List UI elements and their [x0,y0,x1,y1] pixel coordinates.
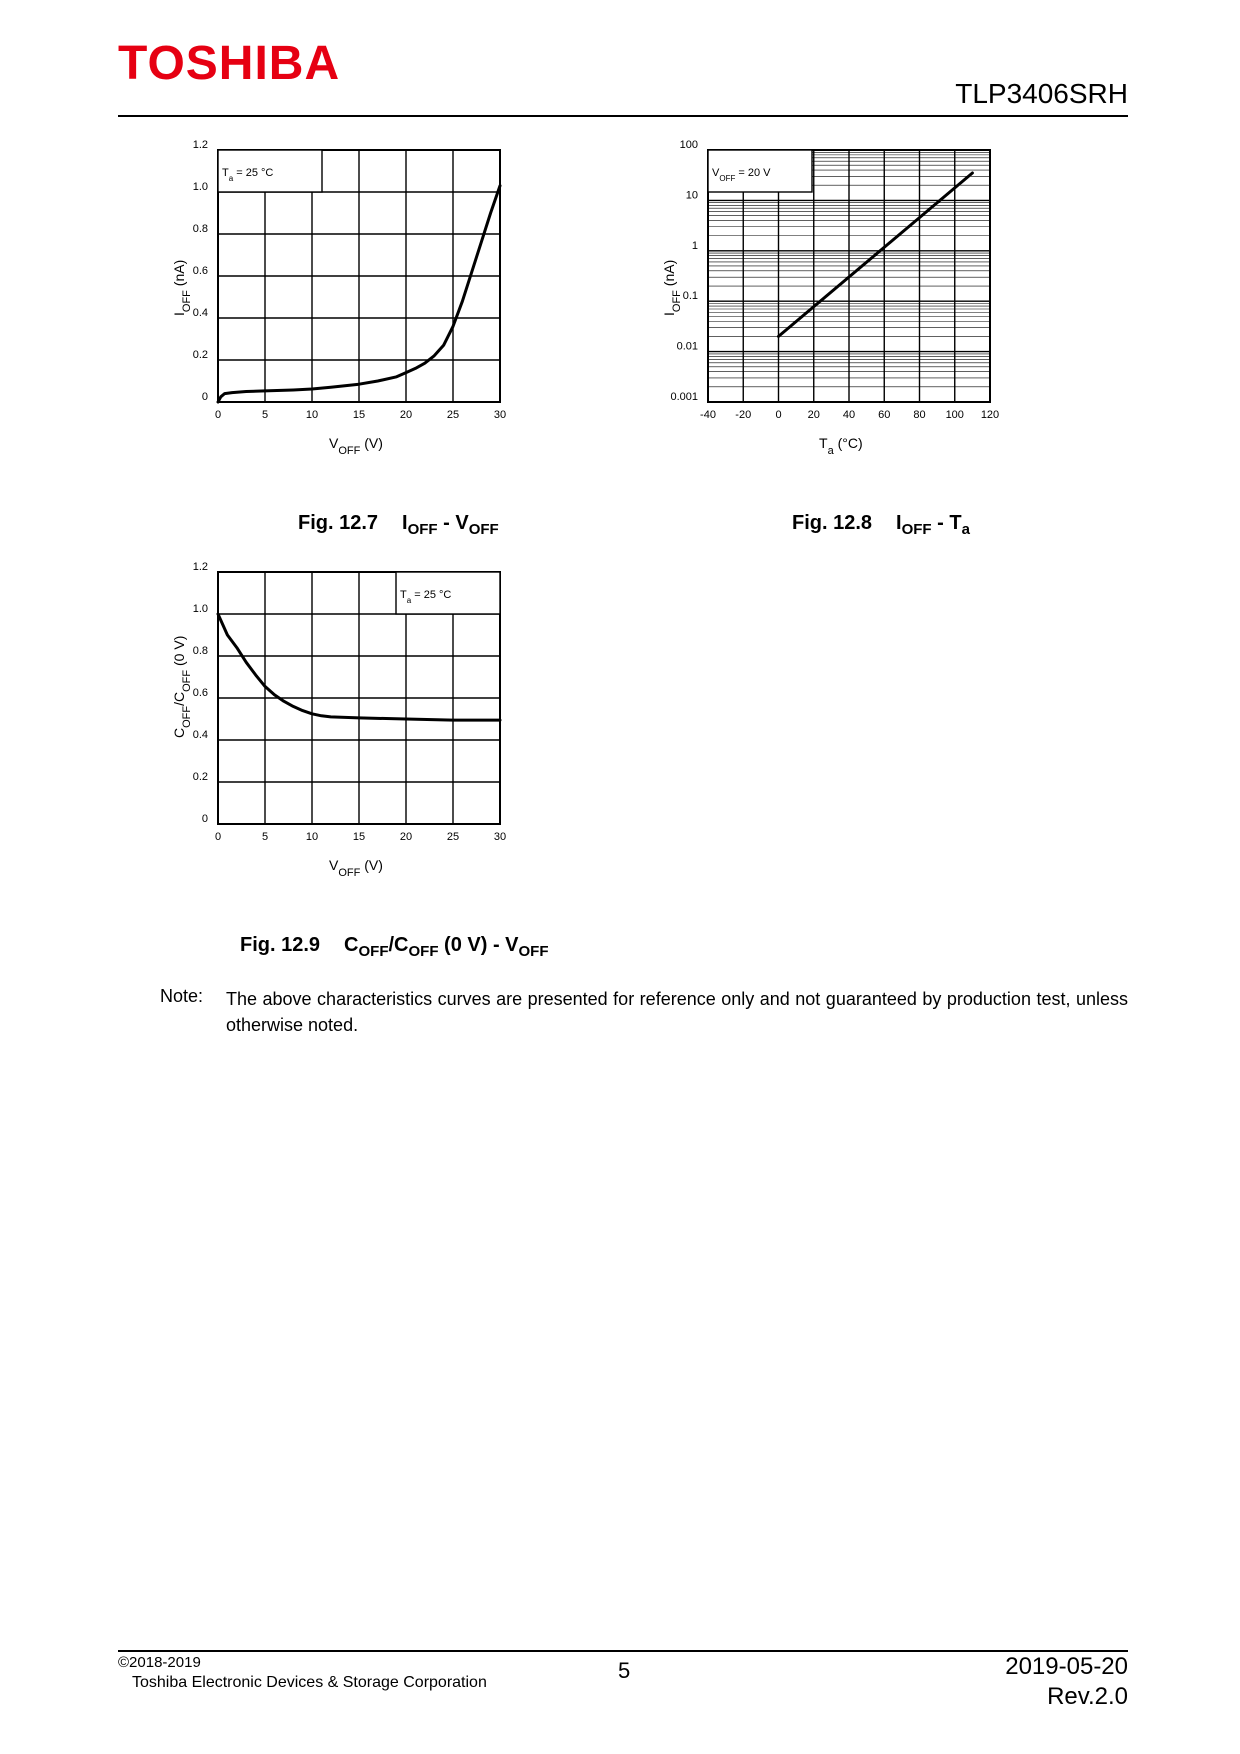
x-tick-label: 15 [352,409,366,421]
annotation-text: $T_a = 25$ °C [222,167,274,183]
y-axis-label: $I_{OFF}$ (nA) [661,259,683,316]
x-tick-label: 20 [399,831,413,843]
caption-subscript: OFF [518,943,549,960]
footer-date: 2019-05-20 [1005,1653,1128,1680]
plot-group [171,561,506,879]
y-axis-label: $I_{OFF}$ (nA) [171,259,193,316]
x-tick-label: 20 [399,409,413,421]
footer-copyright: ©2018-2019 [118,1654,201,1671]
chart-svg-fig129 [160,561,580,932]
chart-svg-fig127 [160,139,580,510]
annotation-text: $V_{OFF} = 20$ V [712,167,771,183]
x-tick-label: 40 [842,409,856,421]
y-tick-label: 0.8 [192,645,208,657]
x-tick-label: -40 [700,409,716,421]
x-tick-label: 100 [945,409,964,421]
y-tick-label: 0.6 [192,265,208,277]
x-tick-label: 120 [980,409,1000,421]
x-tick-label: 20 [807,409,820,421]
y-tick-label: 0 [201,813,208,825]
y-tick-label: 100 [679,139,698,151]
y-tick-label: 1.2 [192,139,208,151]
x-tick-label: 15 [352,831,366,843]
footer-rule [118,1650,1128,1652]
caption-fig-12-8 [792,512,970,538]
y-tick-label: 0.4 [192,307,208,319]
y-tick-label: 0.1 [682,290,698,303]
plot-group [171,139,506,457]
y-tick-label: 1 [691,239,698,252]
x-tick-label: 10 [305,831,319,843]
x-tick-label: -20 [735,409,752,421]
footer-company: Toshiba Electronic Devices & Storage Corporation [132,1674,487,1691]
page-number: 5 [618,1658,631,1683]
caption-subscript: a [961,521,970,538]
header-rule [118,115,1128,117]
x-axis-label: $V_{OFF}$ (V) [329,435,383,457]
caption-formula-part: - V [437,512,469,534]
x-tick-label: 80 [913,409,926,421]
chart-fig-12-7 [160,139,580,510]
caption-title: Fig. 12.9 [240,934,321,956]
note-label: Note: [160,986,204,1006]
caption-title: Fig. 12.7 [298,512,379,534]
y-tick-label: 1.0 [192,603,208,615]
x-tick-label: 0 [214,831,222,843]
caption-formula-part: C [344,934,359,956]
y-axis-label: $C_{OFF}/C_{OFF}$ (0 V) [171,635,193,738]
x-tick-label: 30 [493,831,507,843]
y-tick-label: 0.2 [192,771,208,783]
y-tick-label: 1.0 [192,181,208,193]
caption-formula-part: /C [388,934,409,956]
x-axis-label: $T_a$ (°C) [819,435,863,457]
chart-fig-12-9 [160,561,580,932]
caption-formula-part: I [896,512,902,534]
y-tick-label: 0.4 [192,729,208,741]
x-tick-label: 30 [493,409,507,421]
x-tick-label: 60 [878,409,891,421]
annotation-text: $T_a = 25$ °C [400,589,452,605]
y-tick-label: 0.8 [192,223,208,235]
note-text: The above characteristics curves are presented for reference only and not guaranteed by production test, unless otherwise noted. [226,989,1128,1035]
caption-title: Fig. 12.8 [792,512,873,534]
caption-subscript: OFF [468,521,499,538]
toshiba-logo: TOSHIBA [118,37,341,90]
caption-subscript: OFF [358,943,389,960]
chart-fig-12-8 [650,139,1070,510]
x-axis-label: $V_{OFF}$ (V) [329,857,383,879]
caption-formula-part: I [402,512,408,534]
y-tick-label: 0.2 [192,349,208,361]
y-tick-label: 0.01 [676,340,698,353]
x-tick-label: 25 [446,409,460,421]
part-number: TLP3406SRH [955,78,1128,109]
y-tick-label: 0 [201,391,208,403]
y-tick-label: 0.001 [670,391,698,403]
x-tick-label: 5 [261,831,269,843]
y-tick-label: 0.6 [192,687,208,699]
x-tick-label: 25 [446,831,460,843]
caption-subscript: OFF [901,521,932,538]
data-curve [779,173,973,336]
caption-subscript: OFF [407,521,438,538]
caption-formula-part: (0 V) - V [438,934,519,956]
y-tick-label: 1.2 [192,561,208,573]
x-tick-label: 0 [214,409,222,421]
chart-svg-fig128 [650,139,1070,510]
y-tick-label: 10 [685,189,698,202]
x-tick-label: 0 [775,409,782,421]
caption-fig-12-7 [298,512,499,538]
caption-formula-part: - T [931,512,962,534]
caption-fig-12-9 [240,934,549,960]
footer-revision: Rev.2.0 [1047,1683,1128,1710]
x-tick-label: 10 [305,409,319,421]
caption-subscript: OFF [408,943,439,960]
x-tick-label: 5 [261,409,269,421]
plot-group [661,139,999,457]
